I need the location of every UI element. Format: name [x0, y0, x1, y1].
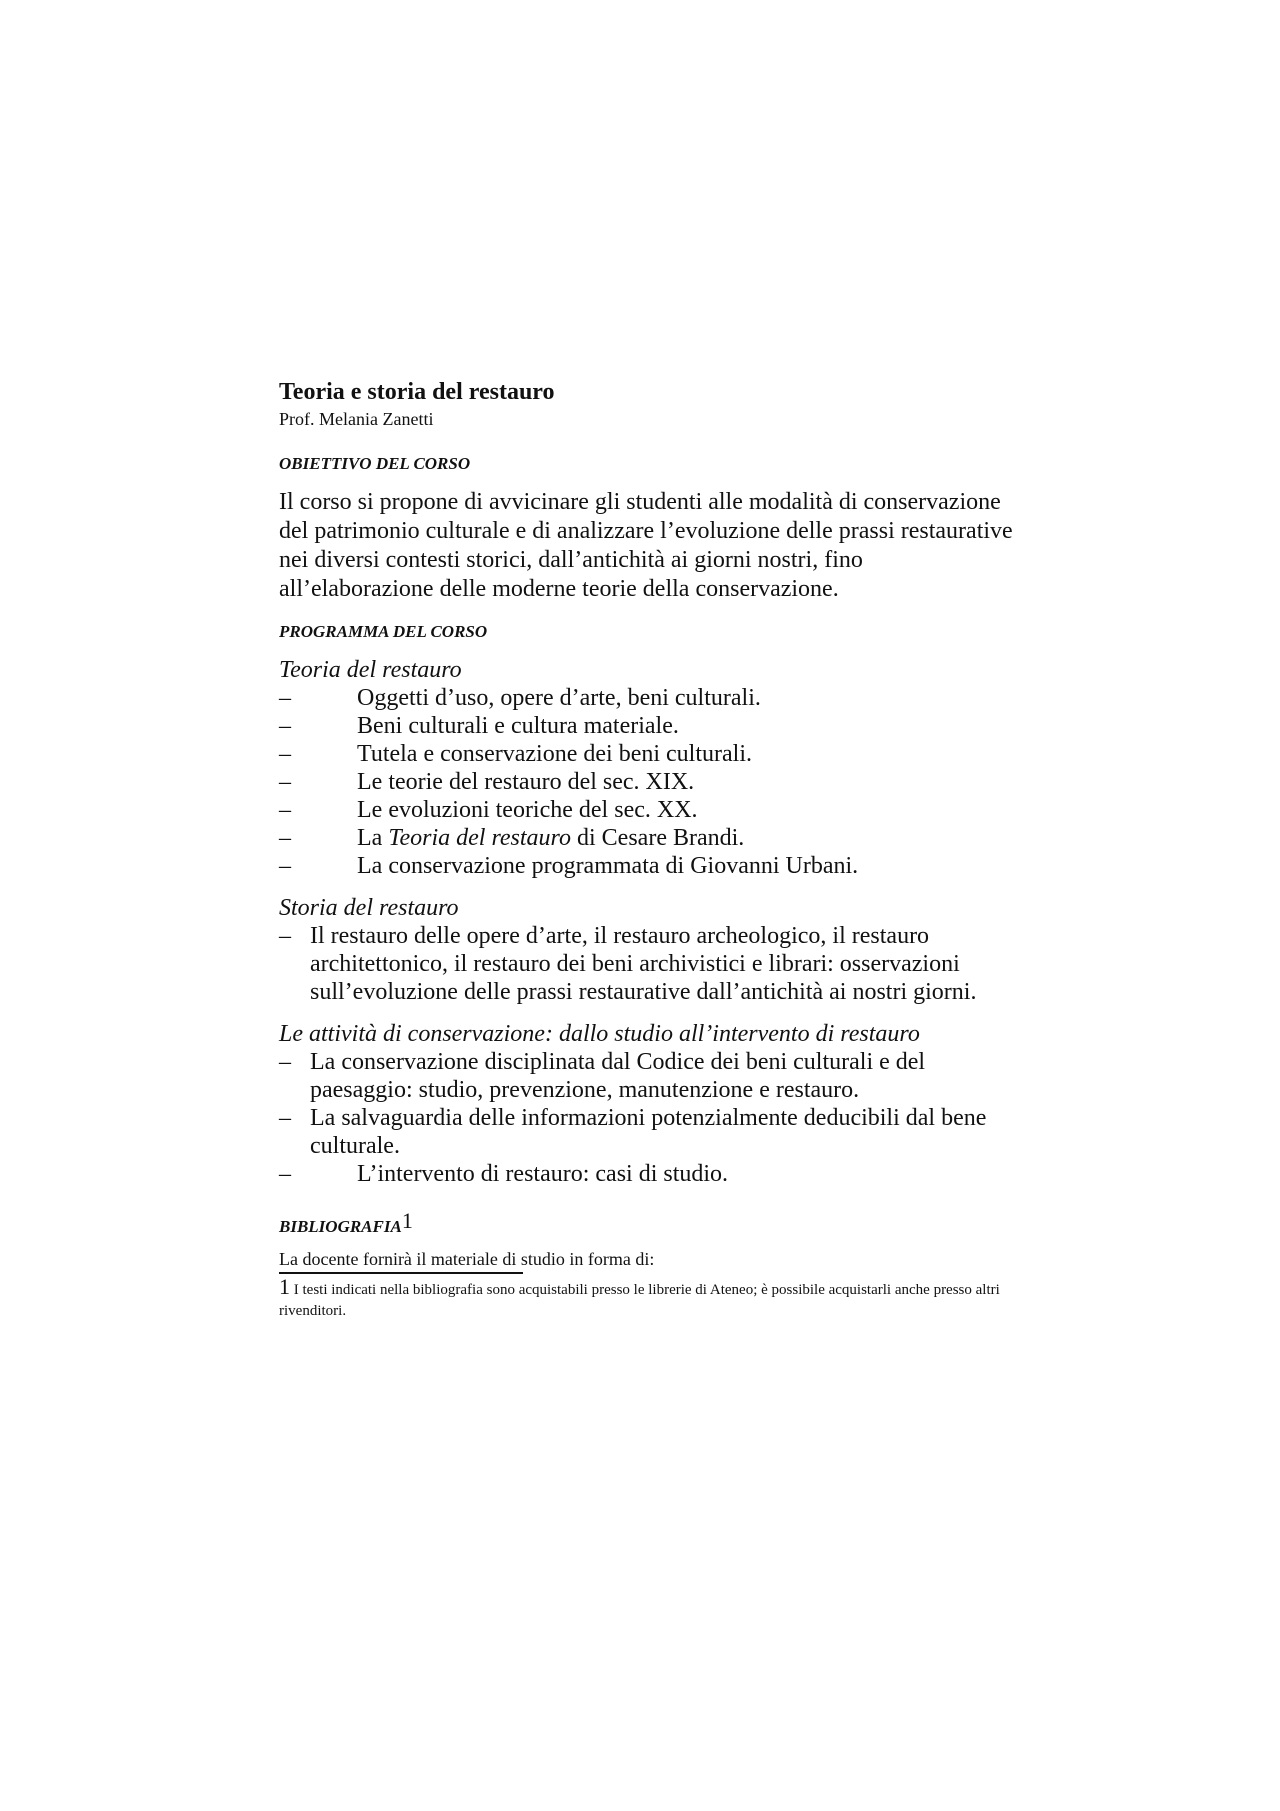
list-item — [279, 740, 1019, 768]
list-item-text: Le teorie del restauro del sec. XIX. — [357, 769, 695, 795]
dash-bullet: – — [279, 1049, 291, 1075]
dash-bullet: – — [279, 923, 291, 949]
list-item-text: Beni culturali e cultura materiale. — [357, 713, 679, 739]
dash-bullet: – — [279, 1105, 291, 1131]
dash-bullet: – — [279, 797, 291, 823]
list-item — [279, 684, 1019, 712]
bibliography-text: La docente fornirà il materiale di studio in forma di: — [279, 1249, 655, 1269]
footnote-separator — [279, 1272, 523, 1274]
dash-bullet: – — [279, 1161, 291, 1187]
course-author: Prof. Melania Zanetti — [279, 409, 434, 429]
document-page — [279, 376, 1019, 1322]
list-item-text: La salvaguardia delle informazioni potenzialmente deducibili dal bene culturale. — [310, 1105, 987, 1159]
list-item — [279, 922, 1019, 1006]
list-item-text: Tutela e conservazione dei beni culturali. — [357, 741, 752, 767]
theory-list — [279, 684, 1019, 880]
list-item — [279, 768, 1019, 796]
objective-text: Il corso si propone di avvicinare gli studenti alle modalità di conservazione del patrimonio culturale e di analizzare l’evoluzione delle prassi restaurative nei diversi contesti storici, dall’antichità ai giorni nostri, fino all’elaborazione delle moderne teorie della conservazione. — [279, 489, 1013, 602]
dash-bullet: – — [279, 713, 291, 739]
list-item-text: Oggetti d’uso, opere d’arte, beni culturali. — [357, 685, 761, 711]
list-item — [279, 712, 1019, 740]
list-item-text: Le evoluzioni teoriche del sec. XX. — [357, 797, 698, 823]
brandi-prefix: La — [357, 825, 389, 851]
dash-bullet: – — [279, 825, 291, 851]
list-item — [279, 1160, 1019, 1188]
dash-bullet: – — [279, 741, 291, 767]
list-item — [279, 852, 1019, 880]
list-item — [279, 824, 1019, 852]
dash-bullet: – — [279, 853, 291, 879]
list-item-text: La conservazione programmata di Giovanni Urbani. — [357, 853, 859, 879]
list-item-text: Il restauro delle opere d’arte, il restauro archeologico, il restauro architettonico, il restauro dei beni archivistici e librari: osservazioni sull’evoluzione delle prassi restaurative dall’antichità ai nostri giorni. — [310, 923, 977, 1005]
activities-list-tabbed — [279, 1160, 1019, 1188]
bibliography-heading — [279, 1206, 1019, 1242]
activities-list — [279, 1048, 1019, 1160]
dash-bullet: – — [279, 769, 291, 795]
dash-bullet: – — [279, 685, 291, 711]
list-item — [279, 1104, 1019, 1160]
footnote-reference[interactable]: 1 — [401, 1208, 413, 1233]
footnote-text: I testi indicati nella bibliografia sono acquistabili presso le librerie di Ateneo; è possibile acquistarli anche presso altri rivenditori. — [279, 1282, 1000, 1319]
footnote — [279, 1274, 1019, 1322]
list-item — [279, 796, 1019, 824]
history-list — [279, 922, 1019, 1006]
objective-heading: OBIETTIVO DEL CORSO — [279, 454, 471, 473]
footnote-mark: 1 — [279, 1274, 290, 1299]
brandi-work-title: Teoria del restauro — [388, 825, 571, 851]
bibliography-heading-label: BIBLIOGRAFIA — [279, 1217, 402, 1236]
list-item-text: L’intervento di restauro: casi di studio. — [357, 1161, 729, 1187]
brandi-suffix: di Cesare Brandi. — [571, 825, 745, 851]
theory-subsection-title: Teoria del restauro — [279, 657, 462, 683]
activities-subsection-title: Le attività di conservazione: dallo studio all’intervento di restauro — [279, 1021, 920, 1047]
course-title: Teoria e storia del restauro — [279, 379, 555, 405]
program-heading: PROGRAMMA DEL CORSO — [279, 622, 488, 641]
history-subsection-title: Storia del restauro — [279, 895, 459, 921]
list-item — [279, 1048, 1019, 1104]
list-item-text: La conservazione disciplinata dal Codice dei beni culturali e del paesaggio: studio, prevenzione, manutenzione e restauro. — [310, 1049, 926, 1103]
